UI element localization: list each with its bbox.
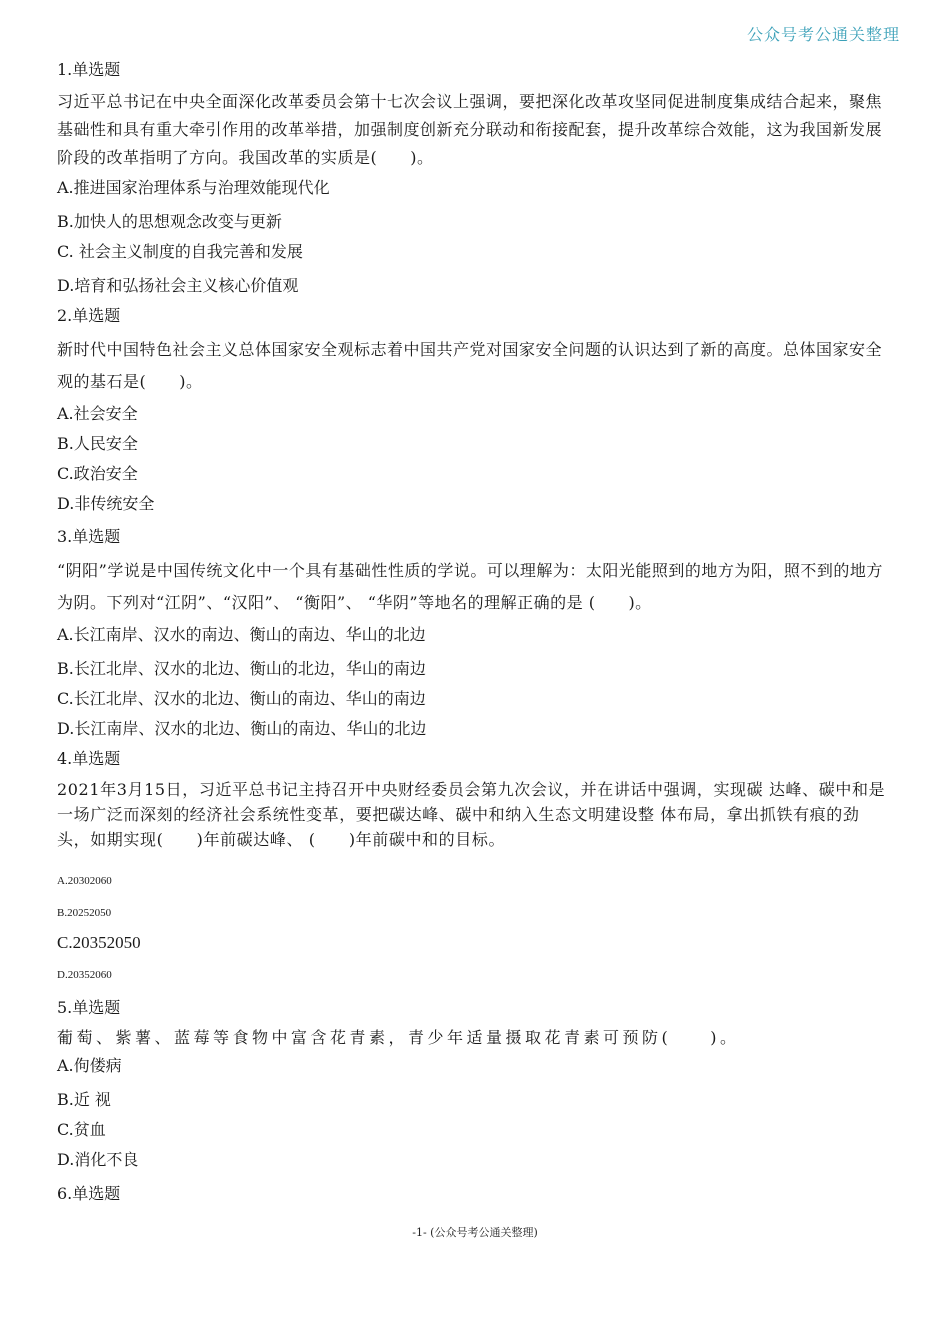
question-5-type: 5.单选题 [57, 998, 121, 1017]
question-5-option-a: A.佝偻病 [57, 1056, 122, 1075]
question-4-option-a: A.20302060 [57, 875, 112, 887]
question-4-stem: 2021年3月15日，习近平总书记主持召开中央财经委员会第九次会议，并在讲话中强调，实现碳 达峰、碳中和是一场广泛而深刻的经济社会系统性变革，要把碳达峰、碳中和纳入生态文明建设整 体布局，拿出抓铁有痕的劲头，如期实现( )年前碳达峰、 ( )年前碳中和的目标。 [57, 780, 886, 849]
question-2-type: 2.单选题 [57, 306, 121, 325]
question-1-option-a: A.推进国家治理体系与治理效能现代化 [57, 178, 330, 197]
question-list [57, 58, 887, 1206]
question-1-option-b: B.加快人的思想观念改变与更新 [57, 212, 282, 231]
question-5-option-c: C.贫血 [57, 1120, 106, 1139]
question-4-option-c: C.20352050 [57, 933, 141, 952]
question-3-option-c: C.长江北岸、汉水的北边、衡山的南边、华山的南边 [57, 689, 426, 708]
question-2-option-b: B.人民安全 [57, 434, 138, 453]
question-4-option-d: D.20352060 [57, 969, 112, 981]
question-3-type: 3.单选题 [57, 527, 121, 546]
question-4-type: 4.单选题 [57, 749, 121, 768]
question-6-type: 6.单选题 [57, 1184, 121, 1203]
page-header-watermark: 公众号考公通关整理 [746, 25, 900, 44]
question-3-option-d: D.长江南岸、汉水的北边、衡山的南边、华山的北边 [57, 719, 427, 738]
question-2-stem: 新时代中国特色社会主义总体国家安全观标志着中国共产党对国家安全问题的认识达到了新的高度。总体国家安全观的基石是( )。 [57, 340, 883, 391]
question-1-option-c: C. 社会主义制度的自我完善和发展 [57, 242, 303, 261]
question-5-stem: 葡萄、紫薯、蓝莓等食物中富含花青素，青少年适量摄取花青素可预防( )。 [57, 1028, 740, 1047]
question-5-option-b: B.近 视 [57, 1090, 111, 1109]
question-2-option-d: D.非传统安全 [57, 494, 155, 513]
question-5-option-d: D.消化不良 [57, 1150, 139, 1169]
question-3-option-a: A.长江南岸、汉水的南边、衡山的南边、华山的北边 [57, 625, 426, 644]
question-2-option-a: A.社会安全 [57, 404, 138, 423]
question-4-option-b: B.20252050 [57, 907, 112, 919]
question-2-option-c: C.政治安全 [57, 464, 138, 483]
question-1-stem: 习近平总书记在中央全面深化改革委员会第十七次会议上强调，要把深化改革攻坚同促进制度集成结合起来，聚焦基础性和具有重大牵引作用的改革举措，加强制度创新充分联动和衔接配套，提升改革综合效能，这为我国新发展阶段的改革指明了方向。我国改革的实质是( )。 [57, 92, 883, 167]
question-1-option-d: D.培育和弘扬社会主义核心价值观 [57, 276, 299, 295]
question-3-option-b: B.长江北岸、汉水的北边、衡山的北边，华山的南边 [57, 659, 426, 678]
question-3-stem: “阴阳”学说是中国传统文化中一个具有基础性性质的学说。可以理解为：太阳光能照到的地方为阳，照不到的地方为阴。下列对“江阴”、“汉阳”、 “衡阳”、 “华阴”等地名的理解正确的是 ( )。 [57, 561, 883, 612]
question-1-type: 1.单选题 [57, 60, 121, 79]
page-footer: -1- (公众号考公通关整理) [412, 1226, 538, 1239]
